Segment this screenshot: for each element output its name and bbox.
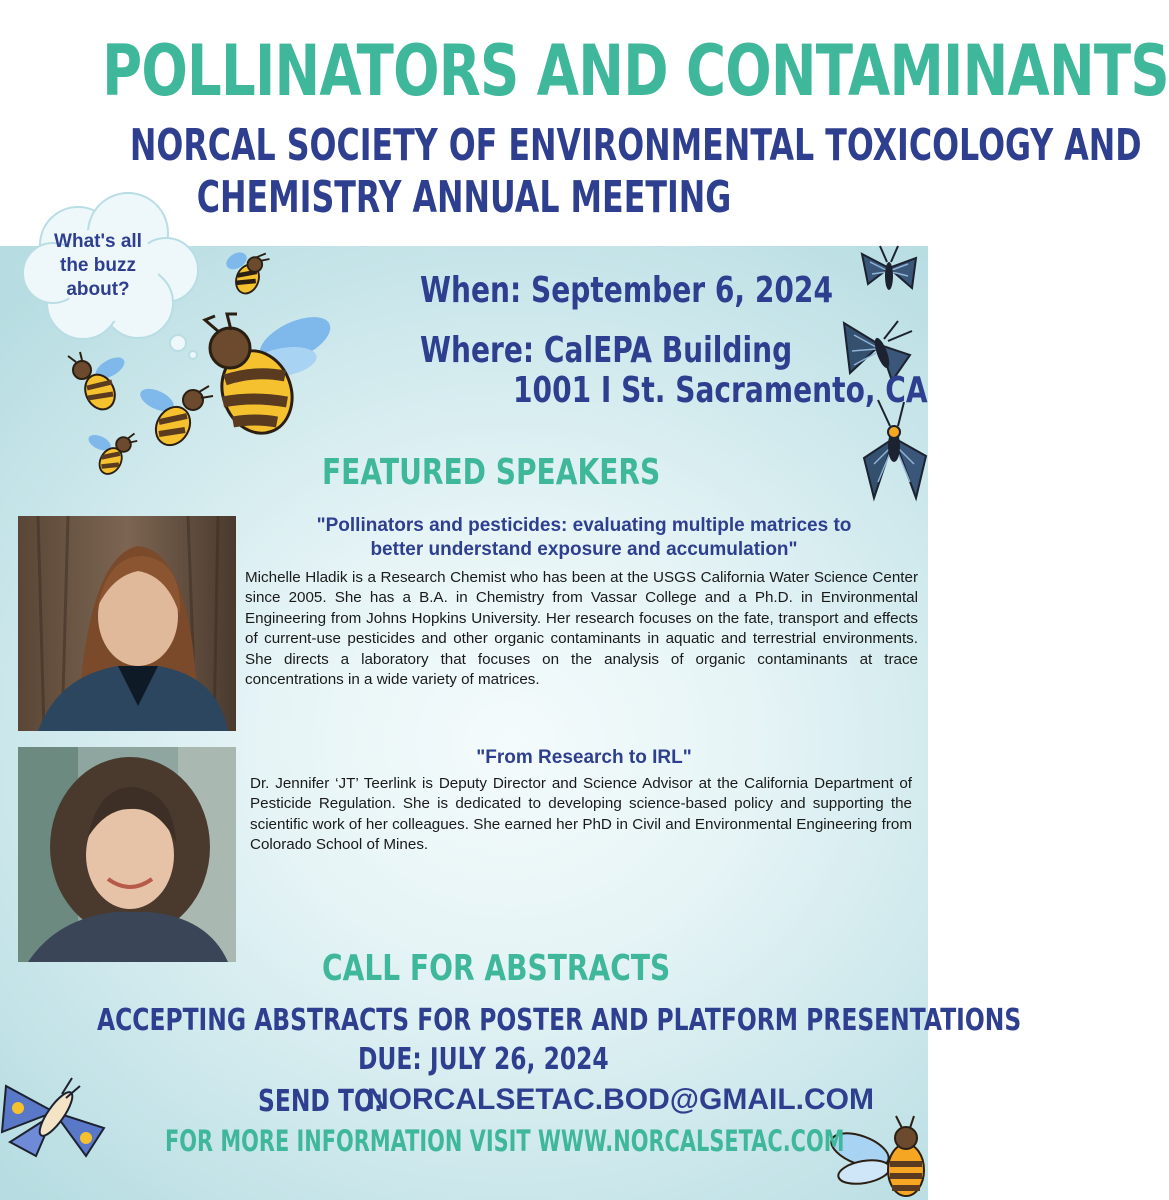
speaker-bio-1: Michelle Hladik is a Research Chemist who has been at the USGS California Water Science Center since 2005. She has a B.A. in Chemistry from Vassar College and a Ph.D. in Environmental Engineering from Johns Hopkins University. Her research focuses on the fate, transport and effects of current-use pesticides and other organic contaminants in aquatic and terrestrial environments. She directs a laboratory that focuses on the analysis of organic contaminants at trace concentrations in a wide variety of matrices. [245, 569, 918, 689]
speaker-photo-jennifer-teerlink [18, 747, 236, 962]
talk-title-1-line-2: better understand exposure and accumulation" [370, 539, 798, 560]
moth-icon [858, 244, 920, 302]
event-date: When: September 6, 2024 [420, 270, 834, 311]
main-title: POLLINATORS AND CONTAMINANTS [102, 30, 1169, 112]
subtitle [129, 120, 1142, 224]
send-to-label: SEND TO: [258, 1084, 384, 1119]
event-address: 1001 I St. Sacramento, CA [513, 370, 928, 411]
subtitle-line-1: NORCAL SOCIETY OF ENVIRONMENTAL TOXICOLOGY AND [129, 120, 1142, 171]
speaker-bio-2: Dr. Jennifer ‘JT’ Teerlink is Deputy Director and Science Advisor at the California Department of Pesticide Regulation. She is dedicated to developing science-based policy and supporting the scientific work of her colleagues. She earned her PhD in Civil and Environmental Engineering from Colorado School of Mines. [250, 775, 912, 854]
bubble-line-3: about? [66, 279, 130, 300]
website-link[interactable]: FOR MORE INFORMATION VISIT WWW.NORCALSETAC.COM [165, 1124, 845, 1158]
bee-icon [195, 310, 335, 450]
featured-speakers-heading: FEATURED SPEAKERS [322, 452, 661, 493]
due-date: DUE: JULY 26, 2024 [358, 1042, 609, 1077]
thought-bubble-text [38, 230, 158, 302]
moth-icon [860, 398, 928, 500]
speaker-photo-michelle-hladik [18, 516, 236, 731]
talk-title-1-line-1: "Pollinators and pesticides: evaluating multiple matrices to [316, 515, 852, 536]
call-for-abstracts-heading: CALL FOR ABSTRACTS [322, 948, 671, 989]
talk-title-1 [250, 514, 918, 562]
talk-title-2: "From Research to IRL" [476, 747, 692, 768]
bee-icon [830, 1112, 928, 1200]
bubble-line-1: What's all [54, 231, 142, 252]
bee-icon [220, 248, 275, 303]
accepting-abstracts-text: ACCEPTING ABSTRACTS FOR POSTER AND PLATFORM PRESENTATIONS [97, 1003, 1022, 1038]
bee-icon [62, 350, 132, 420]
moth-icon [0, 1072, 108, 1158]
subtitle-line-2: CHEMISTRY ANNUAL MEETING [196, 172, 732, 223]
event-location: Where: CalEPA Building [420, 330, 793, 371]
bee-icon [85, 428, 140, 483]
contact-email-link[interactable]: NORCALSETAC.BOD@GMAIL.COM [367, 1083, 874, 1116]
bee-icon [135, 378, 215, 458]
bubble-line-2: the buzz [60, 255, 136, 276]
